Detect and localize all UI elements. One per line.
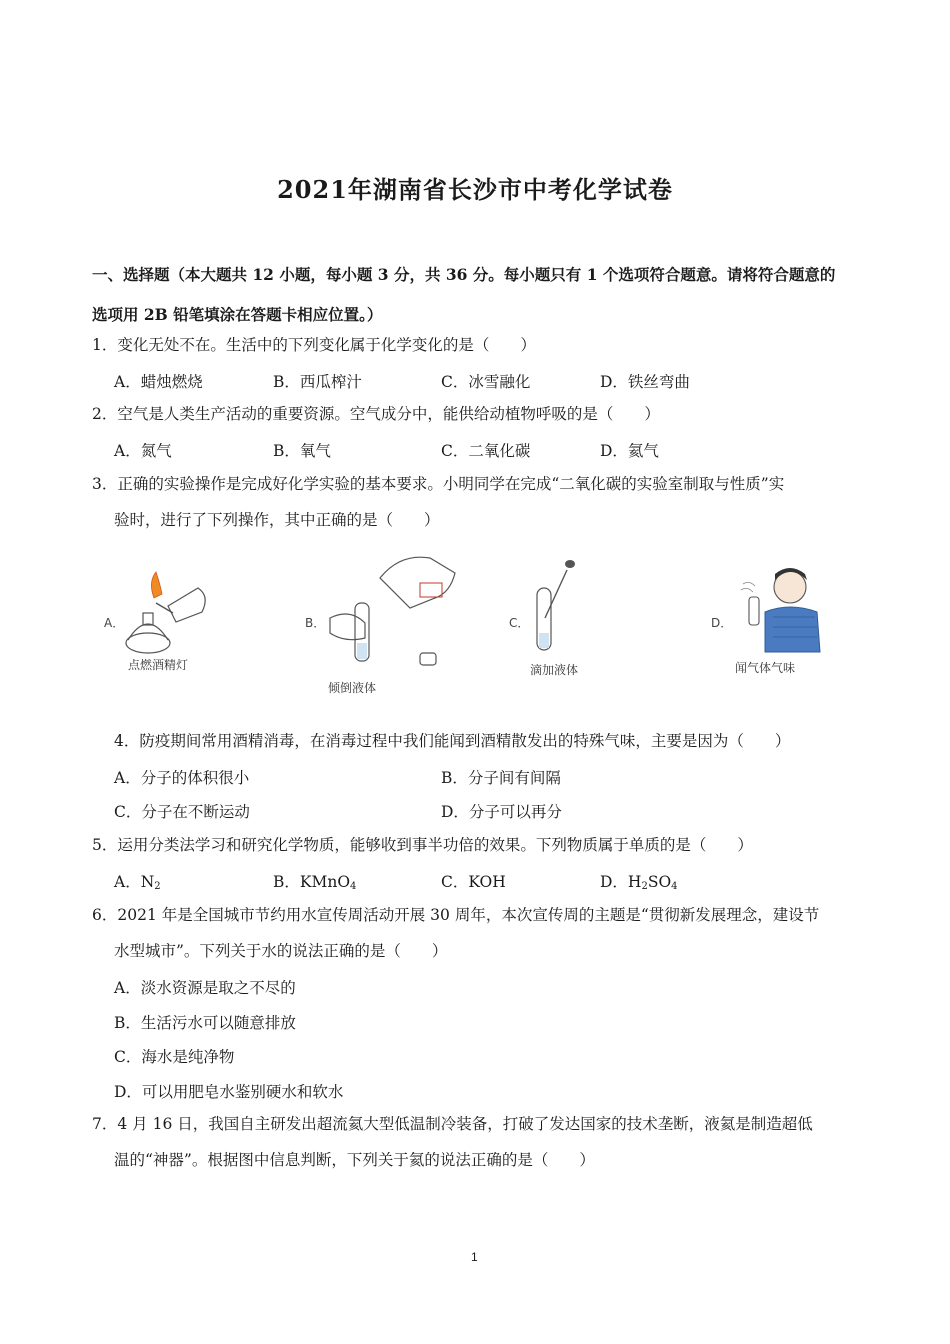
q5-option-d: D．$H_2SO_4$ [600, 873, 678, 892]
q6-option-b: B．生活污水可以随意排放 [114, 1014, 296, 1032]
question-3-stem-line1: 3．正确的实验操作是完成好化学实验的基本要求。小明同学在完成“二氧化碳的实验室制取与性质”实 [92, 475, 785, 493]
page-number: 1 [471, 1250, 478, 1264]
q1-option-d: D．铁丝弯曲 [600, 373, 690, 391]
figure-a-caption: 点燃酒精灯 [128, 658, 189, 672]
q5-option-b: B．KMnO$_4$ [273, 873, 357, 892]
question-7-stem-line1: 7．4 月 16 日，我国自主研发出超流氦大型低温制冷装备，打破了发达国家的技术垄断，液氦是制造超低 [92, 1115, 813, 1133]
page-title: 2021年湖南省长沙市中考化学试卷 [277, 175, 673, 204]
dropper-figure [525, 558, 585, 658]
figure-c-letter: C． [509, 616, 530, 630]
q2-option-d: D．氦气 [600, 442, 659, 460]
question-3-stem-line2: 验时，进行了下列操作，其中正确的是（ ） [114, 511, 440, 529]
q1-option-b: B．西瓜榨汁 [273, 373, 362, 391]
q6-option-c: C．海水是纯净物 [114, 1048, 235, 1066]
q6-option-a: A．淡水资源是取之不尽的 [114, 979, 296, 997]
section-heading-line1: 一、选择题（本大题共 12 小题，每小题 3 分，共 36 分。每小题只有 1 个选项符合题意。请将符合题意的 [92, 265, 836, 284]
question-6-stem-line2: 水型城市”。下列关于水的说法正确的是（ ） [114, 942, 448, 960]
q4-option-d: D．分子可以再分 [441, 803, 562, 821]
q4-option-a: A．分子的体积很小 [114, 769, 250, 787]
q1-option-a: A．蜡烛燃烧 [114, 373, 203, 391]
q1-option-c: C．冰雪融化 [441, 373, 531, 391]
smelling-gas-figure [735, 562, 830, 657]
q4-option-c: C．分子在不断运动 [114, 803, 250, 821]
question-7-stem-line2: 温的“神器”。根据图中信息判断，下列关于氦的说法正确的是（ ） [114, 1151, 595, 1169]
q2-option-c: C．二氧化碳 [441, 442, 531, 460]
question-2-stem: 2．空气是人类生产活动的重要资源。空气成分中，能供给动植物呼吸的是（ ） [92, 405, 660, 423]
figure-b-letter: B． [305, 616, 326, 630]
q2-option-b: B．氧气 [273, 442, 331, 460]
q6-option-d: D．可以用肥皂水鉴别硬水和软水 [114, 1083, 344, 1101]
q5-option-a: A．$N_2$ [114, 873, 161, 892]
q5-option-c: C．KOH [441, 873, 506, 891]
figure-c-caption: 滴加液体 [530, 663, 579, 677]
q4-option-b: B．分子间有间隔 [441, 769, 561, 787]
question-6-stem-line1: 6．2021 年是全国城市节约用水宣传周活动开展 30 周年，本次宣传周的主题是“贯彻新发展理念，建设节 [92, 906, 820, 924]
figure-b-caption: 倾倒液体 [328, 681, 377, 695]
figure-a-letter: A． [104, 616, 125, 630]
alcohol-lamp-figure [118, 568, 218, 663]
figure-d-letter: D． [711, 616, 733, 630]
pouring-liquid-figure [320, 548, 465, 678]
section-heading-line2: 选项用 2B 铅笔填涂在答题卡相应位置。） [92, 305, 383, 324]
question-5-stem: 5．运用分类法学习和研究化学物质，能够收到事半功倍的效果。下列物质属于单质的是（ ） [92, 836, 753, 854]
question-4-stem: 4．防疫期间常用酒精消毒，在消毒过程中我们能闻到酒精散发出的特殊气味，主要是因为（ ） [114, 732, 791, 750]
figure-d-caption: 闻气体气味 [735, 661, 796, 675]
question-1-stem: 1．变化无处不在。生活中的下列变化属于化学变化的是（ ） [92, 336, 536, 354]
q2-option-a: A．氮气 [114, 442, 172, 460]
